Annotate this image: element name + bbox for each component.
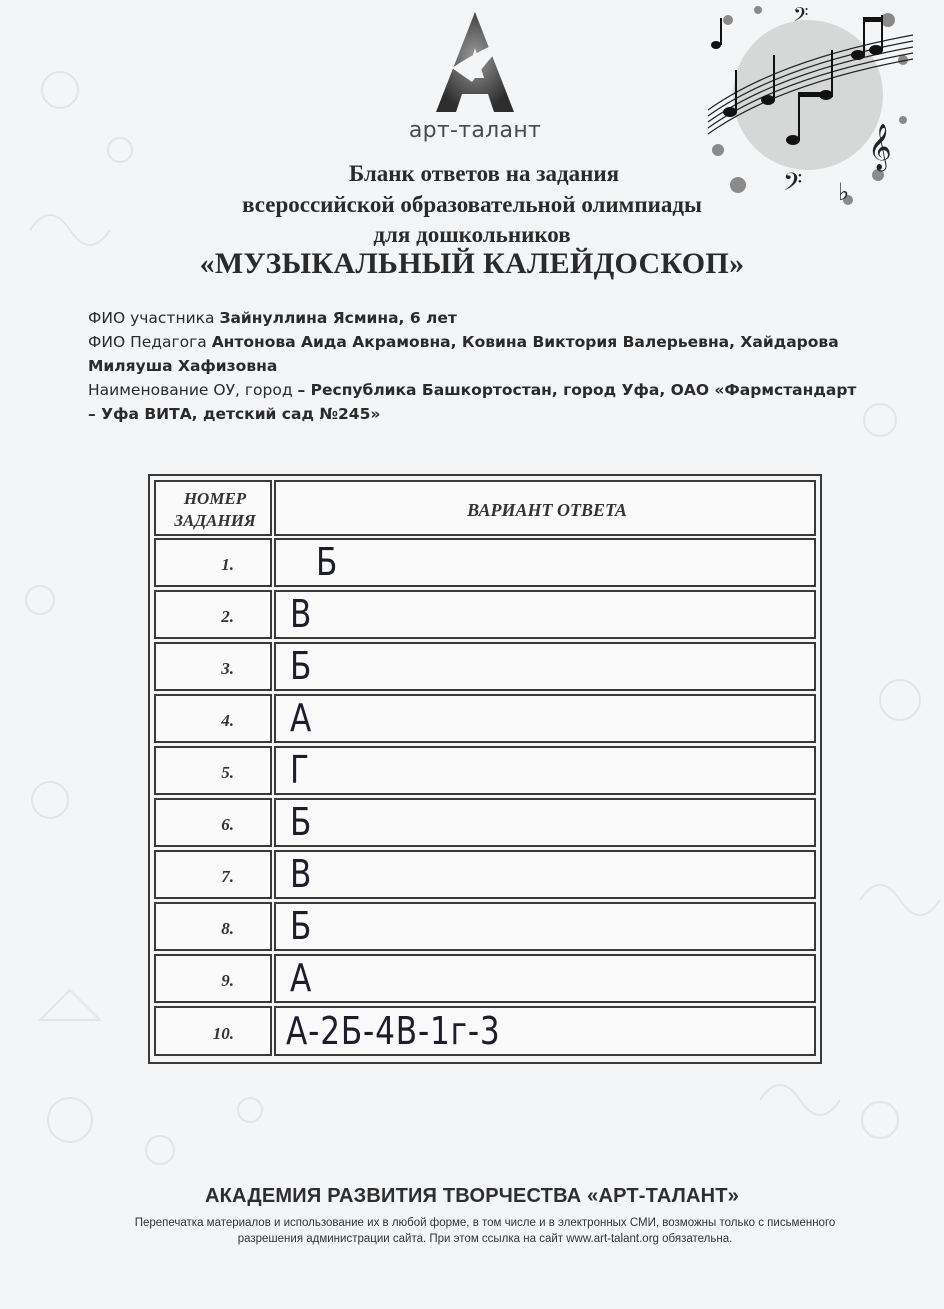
table-row	[154, 538, 816, 587]
copyright-note: Перепечатка материалов и использование их в любой форме, в том числе и в электронных СМИ, возможны только с письменного разрешения администрации сайта. При этом ссылка на сайт www.art-talant.org обязательна.	[134, 1217, 836, 1245]
heading-line-2: всероссийской образовательной олимпиады	[242, 192, 702, 217]
header-answer-label: ВАРИАНТ ОТВЕТА	[467, 500, 627, 520]
header-num-cell	[154, 480, 272, 536]
task-number: 1.	[221, 555, 234, 574]
handwritten-answer: В	[290, 592, 313, 636]
header-answer-cell	[274, 480, 816, 536]
table-row	[154, 902, 816, 951]
teacher-value: Антонова Аида Акрамовна, Ковина Виктория Валерьевна, Хайдарова Миляуша Хафизовна	[88, 333, 839, 375]
table-row	[154, 590, 816, 639]
table-row	[154, 1006, 816, 1056]
header-num-line1: НОМЕР	[183, 489, 247, 508]
teacher-line	[88, 330, 858, 378]
handwritten-answer: А-2Б-4В-1г-3	[286, 1009, 501, 1053]
table-row	[154, 694, 816, 743]
task-number: 9.	[221, 971, 234, 990]
svg-text:𝄢: 𝄢	[793, 3, 809, 31]
art-talant-logo	[432, 8, 518, 118]
svg-text:𝄞: 𝄞	[868, 124, 892, 170]
table-row	[154, 746, 816, 795]
heading-line-3: для дошкольников	[373, 222, 571, 247]
teacher-label: ФИО Педагога	[88, 333, 207, 351]
organization-label: Наименование ОУ, город	[88, 381, 293, 399]
participant-value: Зайнуллина Ясмина, 6 лет	[219, 309, 457, 327]
task-number: 8.	[221, 919, 234, 938]
organization-value: – Республика Башкортостан, город Уфа, ОАО «Фармстандарт – Уфа ВИТА, детский сад №245»	[88, 381, 857, 423]
table-row	[154, 642, 816, 691]
table-row	[154, 954, 816, 1003]
handwritten-answer: А	[290, 696, 313, 740]
task-number: 6.	[221, 815, 234, 834]
table-row	[154, 850, 816, 899]
olympiad-title: «МУЗЫКАЛЬНЫЙ КАЛЕЙДОСКОП»	[199, 247, 745, 280]
handwritten-answer: В	[290, 852, 313, 896]
handwritten-answer: Г	[290, 748, 310, 792]
handwritten-answer: Б	[290, 644, 313, 688]
task-number: 10.	[212, 1024, 234, 1043]
heading-line-1: Бланк ответов на задания	[348, 161, 620, 186]
handwritten-answer: А	[290, 956, 313, 1000]
participant-line	[88, 306, 858, 330]
handwritten-answer: Б	[290, 904, 313, 948]
table-header-row	[154, 480, 816, 536]
footer-title: АКАДЕМИЯ РАЗВИТИЯ ТВОРЧЕСТВА «АРТ-ТАЛАНТ»	[205, 1185, 739, 1207]
task-number: 4.	[221, 711, 234, 730]
task-number: 7.	[221, 867, 234, 886]
handwritten-answer: Б	[316, 540, 339, 584]
table-row	[154, 798, 816, 847]
task-number: 3.	[221, 659, 234, 678]
task-number: 2.	[221, 607, 234, 626]
svg-text:𝄢: 𝄢	[783, 168, 803, 203]
header-num-line2: ЗАДАНИЯ	[174, 511, 256, 530]
participant-label: ФИО участника	[88, 309, 215, 327]
answer-table	[148, 474, 822, 1064]
logo-text: арт-талант	[408, 118, 542, 143]
participant-info	[88, 306, 858, 426]
organization-line	[88, 378, 858, 426]
handwritten-answer: Б	[290, 800, 313, 844]
svg-text:♭: ♭	[838, 178, 850, 206]
task-number: 5.	[221, 763, 234, 782]
